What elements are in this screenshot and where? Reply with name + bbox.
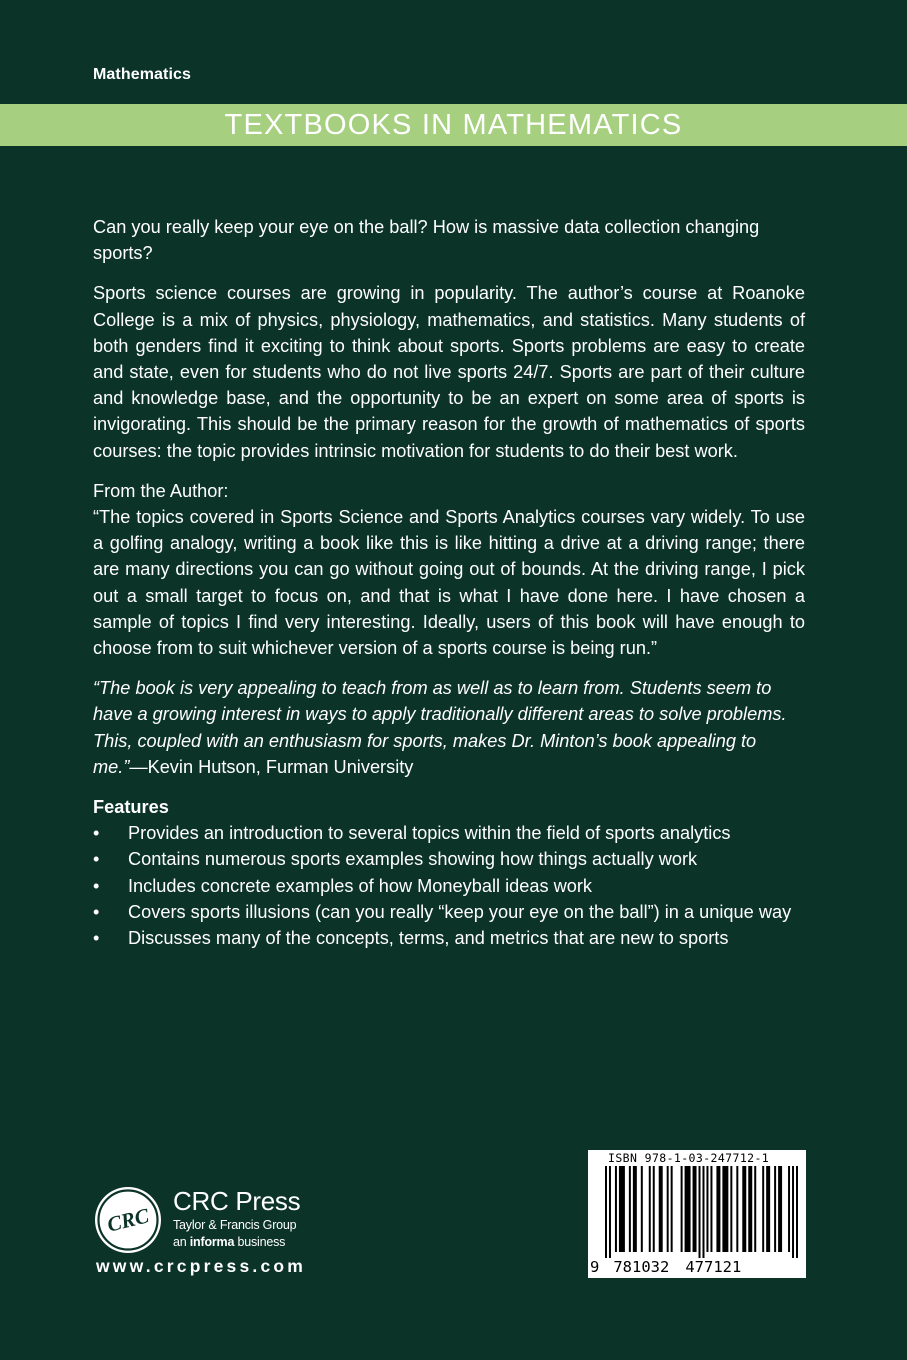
publisher-block [173,1186,300,1251]
category-label: Mathematics [93,66,192,83]
barcode-bar [796,1166,798,1258]
informa-line [173,1234,300,1251]
intro-paragraph: Can you really keep your eye on the ball? How is massive data collection changing sports? [93,217,760,264]
barcode-bar [788,1166,790,1252]
review-attribution: —Kevin Hutson, Furman University [129,756,414,777]
barcode-bar [766,1166,770,1252]
barcode-bar [609,1166,611,1258]
feature-text: Discusses many of the concepts, terms, and metrics that are new to sports [128,928,729,949]
publisher-group: Taylor & Francis Group [173,1218,297,1232]
features-list [93,820,805,951]
bullet-icon: • [93,875,100,896]
barcode-bars [605,1166,798,1258]
barcode-bar [667,1166,669,1252]
feature-text: Covers sports illusions (can you really “keep your eye on the ball”) in a unique way [128,901,792,922]
barcode-bar [710,1166,712,1252]
publisher-website: www.crcpress.com [96,1256,307,1276]
informa-prefix: an [173,1235,190,1249]
barcode-bar [702,1166,704,1258]
barcode-bar [641,1166,643,1252]
barcode-bar [699,1166,701,1258]
back-cover-text [93,214,805,951]
barcode-bar [629,1166,631,1252]
list-item [93,846,805,872]
barcode-bar [653,1166,655,1252]
barcode-bar [774,1166,776,1252]
list-item [93,873,805,899]
barcode-bar [778,1166,782,1252]
barcode-bar [716,1166,720,1252]
series-title: TEXTBOOKS IN MATHEMATICS [224,108,683,141]
author-section [93,478,805,661]
feature-text: Provides an introduction to several topics within the field of sports analytics [128,823,731,844]
barcode-left-group: 781032 [613,1258,670,1276]
bullet-icon: • [93,901,100,922]
list-item [93,925,805,951]
barcode-bar [722,1166,728,1252]
barcode-bar [615,1166,617,1252]
barcode-bar [754,1166,756,1252]
features-heading: Features [93,797,169,818]
barcode-right-group: 477121 [685,1258,742,1276]
feature-text: Includes concrete examples of how Moneyball ideas work [128,875,593,896]
informa-bold: informa [189,1235,235,1249]
barcode-bar [681,1166,683,1252]
review-section [93,675,805,780]
barcode-bar [693,1166,697,1252]
barcode-bar [748,1166,752,1252]
barcode-digits [590,1258,804,1276]
bullet-icon: • [93,928,100,949]
barcode-bar [762,1166,764,1252]
barcode-bar [685,1166,691,1252]
bullet-icon: • [93,823,100,844]
publisher-name: CRC Press [173,1186,301,1216]
informa-suffix: business [234,1235,286,1249]
crc-logo-icon [94,1186,162,1254]
barcode-lead-digit: 9 [590,1258,600,1276]
description-paragraph: Sports science courses are growing in popularity. The author’s course at Roanoke College is a mix of physics, physiology, mathematics, and statistics. Many students of both genders find it exciting to think about sports. Sports problems are easy to create and state, even for students who do not live sports 24/7. Sports are part of their culture and knowledge base, and the opportunity to be an expert on some area of sports is invigorating. This should be the primary reason for the growth of mathematics of sports courses: the topic provides intrinsic motivation for students to do their best work. [93,283,805,461]
logo-text: CRC [104,1203,152,1237]
author-heading: From the Author: [93,480,229,501]
barcode-bar [633,1166,637,1252]
bullet-icon: • [93,849,100,870]
isbn-label: ISBN 978-1-03-247712-1 [608,1151,770,1165]
author-quote: “The topics covered in Sports Science and Sports Analytics courses vary widely. To use a golfing analogy, writing a book like this is like hitting a drive at a driving range; there are many directions you can go without going out of bounds. At the driving range, I pick out a small target to focus on, and that is what I have done here. I have chosen a sample of topics I find very interesting. Ideally, users of this book will have enough to choose from to suit whichever version of a sports course is being run.” [93,507,805,659]
barcode-bar [649,1166,651,1252]
series-band [0,104,907,146]
barcode-bar [659,1166,663,1252]
feature-text: Contains numerous sports examples showing how things actually work [128,849,698,870]
barcode-bar [706,1166,708,1252]
barcode-bar [736,1166,738,1252]
barcode-bar [671,1166,673,1252]
barcode-bar [742,1166,746,1252]
barcode-bar [619,1166,625,1252]
list-item [93,899,805,925]
review-quote: “The book is very appealing to teach from as well as to learn from. Students seem to have a growing interest in ways to apply traditionally different areas to solve problems. This, coupled with an enthusiasm for sports, makes Dr. Minton’s book appealing to me.” [93,678,787,777]
barcode-bar [792,1166,794,1258]
barcode-bar [605,1166,607,1258]
isbn-barcode [588,1150,806,1278]
barcode-bar [730,1166,732,1252]
list-item [93,820,805,846]
